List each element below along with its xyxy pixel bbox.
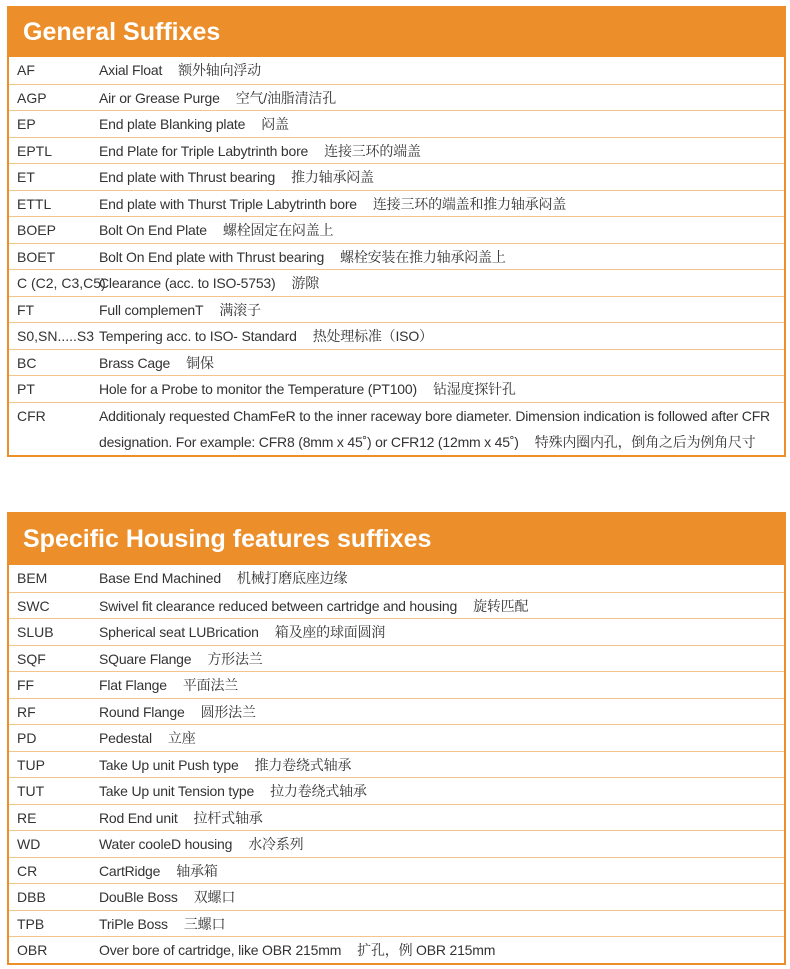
description-cn: 三螺口 [183, 915, 226, 932]
table-row [9, 698, 784, 725]
description-cn: 铜保 [186, 354, 214, 371]
section-title: General Suffixes [9, 8, 784, 57]
table-row [9, 137, 784, 164]
suffix-code: TPB [17, 915, 45, 932]
table-row [9, 375, 784, 402]
suffix-code: RF [17, 703, 36, 720]
table-row [9, 269, 784, 296]
table-row [9, 618, 784, 645]
suffix-code: S0,SN.....S3 [17, 328, 95, 344]
suffix-code: ET [17, 169, 35, 185]
suffix-code: ETTL [17, 195, 52, 212]
suffix-code: SWC [17, 597, 50, 614]
description-en: Rod End unit [99, 809, 178, 826]
description-cn: 推力卷绕式轴承 [254, 756, 352, 773]
description-en: Bolt On End Plate [99, 222, 207, 238]
suffix-code: PD [17, 730, 37, 746]
description-en: Round Flange [99, 703, 185, 720]
description-en: End Plate for Triple Labytrinth bore [99, 142, 309, 159]
description-cn: 螺栓安装在推力轴承闷盖上 [340, 248, 506, 265]
suffix-code: BEM [17, 570, 48, 586]
description-en: Pedestal [99, 730, 152, 746]
suffix-description [99, 752, 784, 778]
table-row [9, 322, 784, 349]
suffix-code: TUP [17, 756, 45, 773]
suffix-description [99, 672, 784, 698]
description-en: End plate with Thrust bearing [99, 169, 276, 185]
suffix-description [99, 244, 784, 270]
description-en: End plate Blanking plate [99, 116, 246, 132]
suffix-description [99, 270, 784, 296]
description-en: SQuare Flange [99, 650, 192, 667]
description-cn: 圆形法兰 [200, 703, 256, 720]
suffix-code: AF [17, 62, 35, 78]
suffix-description [99, 403, 784, 455]
description-en: Over bore of cartridge, like OBR 215mm [99, 942, 342, 958]
description-en: Tempering acc. to ISO- Standard [99, 328, 297, 344]
table-row [9, 296, 784, 323]
table-row [9, 883, 784, 910]
table-row [9, 402, 784, 455]
description-cn: 拉力卷绕式轴承 [270, 783, 367, 799]
suffix-description [99, 884, 784, 910]
suffix-code: TUT [17, 783, 45, 799]
table-row [9, 565, 784, 592]
description-cn: 立座 [167, 730, 196, 746]
description-en: Water cooleD housing [99, 836, 233, 852]
description-en: TriPle Boss [99, 915, 168, 932]
table-row [9, 163, 784, 190]
suffix-description [99, 111, 784, 137]
suffix-code: DBB [17, 889, 46, 905]
suffix-code: CR [17, 862, 38, 879]
suffix-code: SLUB [17, 624, 54, 640]
suffix-description [99, 350, 784, 376]
suffix-code: C (C2, C3,C5) [17, 275, 106, 291]
suffix-code: RE [17, 809, 37, 826]
description-en: Take Up unit Push type [99, 756, 239, 773]
description-en: Full complemenT [99, 301, 204, 318]
housing-suffixes-table [7, 512, 786, 965]
suffix-code: BOEP [17, 222, 56, 238]
description-en: Clearance (acc. to ISO-5753) [99, 275, 276, 291]
suffix-description [99, 565, 784, 592]
suffix-description [99, 164, 784, 190]
general-suffixes-table [7, 6, 786, 457]
description-cn: 双螺口 [193, 889, 236, 905]
suffix-description [99, 57, 784, 84]
description-cn: 平面法兰 [182, 677, 239, 693]
table-row [9, 645, 784, 672]
table-row [9, 190, 784, 217]
section-title: Specific Housing features suffixes [9, 514, 784, 565]
suffix-description [99, 619, 784, 645]
table-row [9, 592, 784, 619]
suffix-code: SQF [17, 650, 46, 667]
suffix-description [99, 805, 784, 831]
suffix-description [99, 937, 784, 963]
description-cn: 轴承箱 [176, 862, 218, 879]
table-row [9, 751, 784, 778]
description-cn: 满滚子 [219, 301, 261, 318]
suffix-description [99, 297, 784, 323]
description-cn: 机械打磨底座边缘 [236, 570, 348, 586]
description-cn: 闷盖 [261, 116, 289, 132]
suffix-description [99, 858, 784, 884]
suffix-code: EPTL [17, 142, 53, 159]
suffix-description [99, 646, 784, 672]
description-en: Axial Float [99, 62, 163, 78]
suffix-description [99, 699, 784, 725]
table-row [9, 804, 784, 831]
description-en: Bolt On End plate with Thrust bearing [99, 248, 325, 265]
suffix-description [99, 831, 784, 857]
suffix-description [99, 725, 784, 751]
suffix-code: CFR [17, 407, 46, 424]
table-row [9, 243, 784, 270]
description-en: Brass Cage [99, 354, 171, 371]
suffix-description [99, 376, 784, 402]
suffix-description [99, 323, 784, 349]
description-cn: 连接三环的端盖 [324, 142, 421, 159]
suffix-description [99, 85, 784, 111]
description-cn: 箱及座的球面圆润 [274, 624, 386, 640]
description-cn: 扩孔，例 OBR 215mm [357, 942, 496, 958]
description-en: Take Up unit Tension type [99, 783, 255, 799]
description-cn: 钻湿度探针孔 [432, 381, 516, 397]
table-row [9, 724, 784, 751]
description-en: Base End Machined [99, 570, 221, 586]
description-cn: 热处理标准（ISO） [312, 328, 433, 344]
suffix-code: PT [17, 381, 35, 397]
table-row [9, 110, 784, 137]
description-en: Spherical seat LUBrication [99, 624, 259, 640]
suffix-description [99, 191, 784, 217]
description-cn: 方形法兰 [207, 650, 263, 667]
description-en: DouBle Boss [99, 889, 178, 905]
table-row [9, 857, 784, 884]
description-cn: 连接三环的端盖和推力轴承闷盖 [372, 195, 567, 212]
description-cn: 游隙 [291, 275, 320, 291]
suffix-code: OBR [17, 942, 48, 958]
table-row [9, 910, 784, 937]
description-en: Flat Flange [99, 677, 167, 693]
table-row [9, 84, 784, 111]
suffix-code: AGP [17, 89, 47, 106]
description-cn: 额外轴向浮动 [178, 62, 261, 78]
table-row [9, 936, 784, 963]
description-cn: 空气/油脂清洁孔 [235, 89, 336, 106]
description-cn: 螺栓固定在闷盖上 [222, 222, 334, 238]
description-en: End plate with Thurst Triple Labytrinth bore [99, 195, 357, 212]
suffix-description [99, 217, 784, 243]
description-cn: 特殊内圈内孔，倒角之后为例角尺寸 [534, 433, 756, 450]
description-en: Air or Grease Purge [99, 89, 220, 106]
suffix-code: BC [17, 354, 37, 371]
description-en: Swivel fit clearance reduced between cartridge and housing [99, 597, 458, 614]
suffix-code: FF [17, 677, 35, 693]
suffix-code: EP [17, 116, 36, 132]
description-en: Hole for a Probe to monitor the Temperature (PT100) [99, 381, 417, 397]
description-cn: 水冷系列 [248, 836, 304, 852]
description-cn: 推力轴承闷盖 [291, 169, 374, 185]
description-en: Additionaly requested ChamFeR to the inner raceway bore diameter. Dimension indication is followed after CFR designation. For example: CFR8 (8mm x 45˚) or CFR12 (12mm x 45˚) [99, 407, 770, 450]
suffix-description [99, 911, 784, 937]
description-cn: 拉杆式轴承 [193, 809, 263, 826]
suffix-description [99, 778, 784, 804]
suffix-code: BOET [17, 248, 56, 265]
suffix-code: FT [17, 301, 35, 318]
suffix-description [99, 593, 784, 619]
suffix-code: WD [17, 836, 41, 852]
table-row [9, 349, 784, 376]
suffix-description [99, 138, 784, 164]
table-row [9, 830, 784, 857]
table-row [9, 671, 784, 698]
table-row [9, 216, 784, 243]
table-row [9, 777, 784, 804]
description-en: CartRidge [99, 862, 161, 879]
table-row [9, 57, 784, 84]
description-cn: 旋转匹配 [473, 597, 529, 614]
